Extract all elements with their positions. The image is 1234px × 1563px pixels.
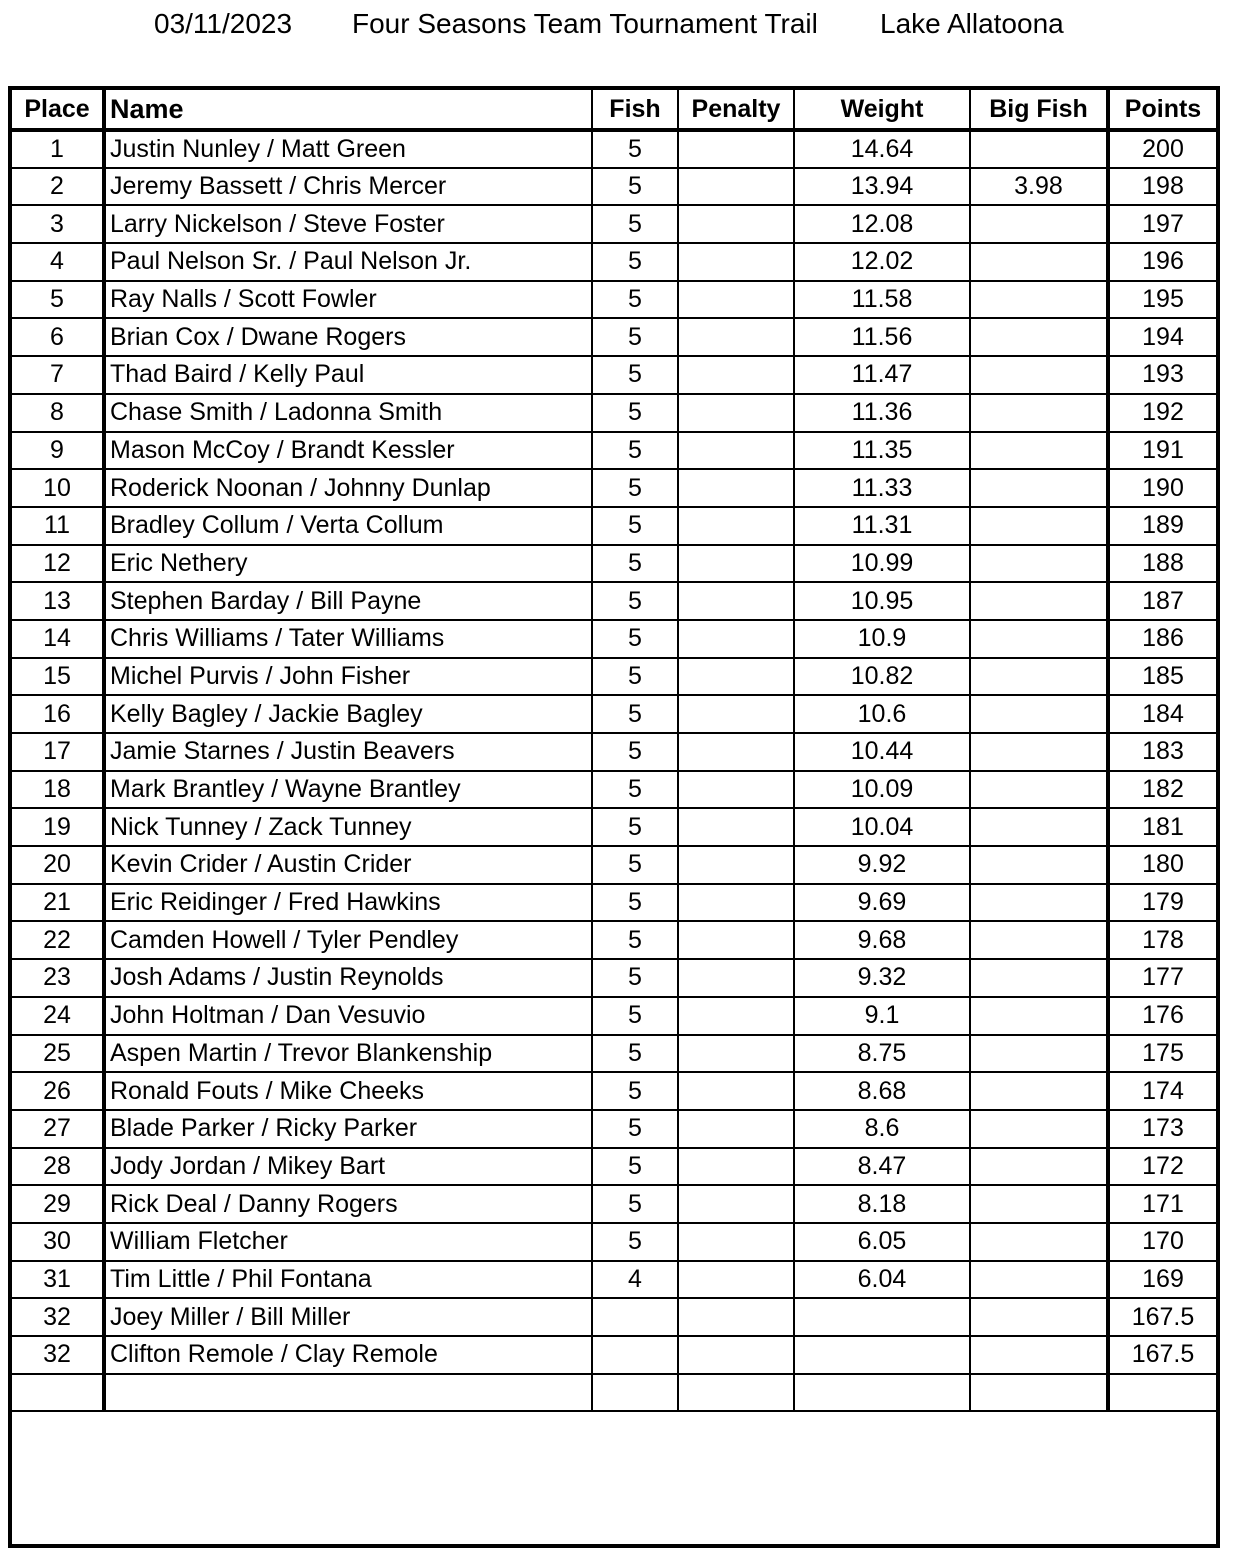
col-header-penalty: Penalty <box>678 90 794 130</box>
cell-big-fish <box>970 545 1108 583</box>
cell-penalty <box>678 469 794 507</box>
cell-place: 27 <box>12 1110 104 1148</box>
tournament-lake: Lake Allatoona <box>880 8 1064 39</box>
cell-penalty <box>678 658 794 696</box>
table-row <box>12 733 1216 771</box>
table-row <box>12 1336 1216 1374</box>
cell-fish <box>592 1336 678 1374</box>
cell-name: Larry Nickelson / Steve Foster <box>104 205 592 243</box>
cell-big-fish <box>970 620 1108 658</box>
cell-fish: 5 <box>592 582 678 620</box>
table-row <box>12 1298 1216 1336</box>
col-header-place: Place <box>12 90 104 130</box>
cell-big-fish <box>970 281 1108 319</box>
cell-big-fish <box>970 1035 1108 1073</box>
cell-place: 4 <box>12 243 104 281</box>
tournament-date: 03/11/2023 <box>154 8 293 39</box>
cell-name: Michel Purvis / John Fisher <box>104 658 592 696</box>
cell-weight: 13.94 <box>794 168 970 206</box>
cell-points: 167.5 <box>1108 1336 1216 1374</box>
cell-points <box>1108 1374 1216 1412</box>
table-row <box>12 432 1216 470</box>
cell-name: Ray Nalls / Scott Fowler <box>104 281 592 319</box>
cell-penalty <box>678 808 794 846</box>
cell-weight: 11.47 <box>794 356 970 394</box>
cell-penalty <box>678 959 794 997</box>
cell-big-fish <box>970 771 1108 809</box>
cell-weight: 6.05 <box>794 1223 970 1261</box>
col-header-fish: Fish <box>592 90 678 130</box>
cell-fish: 5 <box>592 733 678 771</box>
cell-points: 176 <box>1108 997 1216 1035</box>
cell-name: Mark Brantley / Wayne Brantley <box>104 771 592 809</box>
table-row <box>12 281 1216 319</box>
cell-fish: 5 <box>592 1185 678 1223</box>
document-title <box>0 4 1234 44</box>
cell-name: Roderick Noonan / Johnny Dunlap <box>104 469 592 507</box>
cell-name: Rick Deal / Danny Rogers <box>104 1185 592 1223</box>
cell-place: 30 <box>12 1223 104 1261</box>
table-row <box>12 1185 1216 1223</box>
cell-fish: 5 <box>592 846 678 884</box>
cell-penalty <box>678 1072 794 1110</box>
cell-place: 14 <box>12 620 104 658</box>
table-row <box>12 469 1216 507</box>
cell-fish: 5 <box>592 281 678 319</box>
table-row <box>12 620 1216 658</box>
cell-place: 17 <box>12 733 104 771</box>
cell-big-fish <box>970 394 1108 432</box>
cell-weight <box>794 1298 970 1336</box>
cell-penalty <box>678 1223 794 1261</box>
table-row <box>12 318 1216 356</box>
cell-place: 13 <box>12 582 104 620</box>
cell-penalty <box>678 507 794 545</box>
cell-place <box>12 1374 104 1412</box>
table-row <box>12 356 1216 394</box>
cell-big-fish <box>970 846 1108 884</box>
cell-points: 179 <box>1108 884 1216 922</box>
cell-points: 177 <box>1108 959 1216 997</box>
cell-name: Jeremy Bassett / Chris Mercer <box>104 168 592 206</box>
cell-weight: 11.58 <box>794 281 970 319</box>
cell-weight: 8.68 <box>794 1072 970 1110</box>
cell-weight: 11.35 <box>794 432 970 470</box>
cell-fish: 5 <box>592 1223 678 1261</box>
cell-big-fish <box>970 1374 1108 1412</box>
cell-points: 187 <box>1108 582 1216 620</box>
table-row <box>12 545 1216 583</box>
cell-name: Joey Miller / Bill Miller <box>104 1298 592 1336</box>
cell-weight: 9.92 <box>794 846 970 884</box>
cell-weight: 10.99 <box>794 545 970 583</box>
cell-fish: 5 <box>592 469 678 507</box>
cell-weight: 9.68 <box>794 921 970 959</box>
cell-place: 1 <box>12 130 104 168</box>
cell-points: 196 <box>1108 243 1216 281</box>
cell-big-fish <box>970 658 1108 696</box>
cell-big-fish <box>970 733 1108 771</box>
cell-points: 188 <box>1108 545 1216 583</box>
cell-weight: 10.6 <box>794 695 970 733</box>
cell-place: 3 <box>12 205 104 243</box>
cell-points: 190 <box>1108 469 1216 507</box>
cell-fish: 5 <box>592 1072 678 1110</box>
cell-fish: 5 <box>592 318 678 356</box>
cell-name: Chase Smith / Ladonna Smith <box>104 394 592 432</box>
cell-place: 15 <box>12 658 104 696</box>
cell-fish: 5 <box>592 356 678 394</box>
cell-big-fish <box>970 997 1108 1035</box>
cell-fish: 5 <box>592 771 678 809</box>
cell-name: Kevin Crider / Austin Crider <box>104 846 592 884</box>
cell-place: 28 <box>12 1148 104 1186</box>
table-row <box>12 582 1216 620</box>
cell-name: Ronald Fouts / Mike Cheeks <box>104 1072 592 1110</box>
cell-name: Eric Nethery <box>104 545 592 583</box>
cell-big-fish <box>970 1223 1108 1261</box>
table-row <box>12 243 1216 281</box>
tournament-name: Four Seasons Team Tournament Trail <box>352 8 818 39</box>
cell-big-fish <box>970 695 1108 733</box>
cell-place: 26 <box>12 1072 104 1110</box>
cell-place: 32 <box>12 1336 104 1374</box>
cell-fish: 5 <box>592 205 678 243</box>
cell-place: 10 <box>12 469 104 507</box>
cell-weight: 10.9 <box>794 620 970 658</box>
table-row <box>12 921 1216 959</box>
cell-points: 194 <box>1108 318 1216 356</box>
table-row <box>12 1223 1216 1261</box>
cell-fish: 5 <box>592 620 678 658</box>
cell-weight: 10.09 <box>794 771 970 809</box>
cell-place: 12 <box>12 545 104 583</box>
cell-name: Camden Howell / Tyler Pendley <box>104 921 592 959</box>
cell-points: 200 <box>1108 130 1216 168</box>
cell-points: 175 <box>1108 1035 1216 1073</box>
cell-weight: 11.36 <box>794 394 970 432</box>
table-row <box>12 1374 1216 1412</box>
cell-fish: 5 <box>592 545 678 583</box>
cell-penalty <box>678 1298 794 1336</box>
cell-fish: 5 <box>592 432 678 470</box>
cell-big-fish <box>970 808 1108 846</box>
table-row <box>12 1261 1216 1299</box>
cell-penalty <box>678 1185 794 1223</box>
cell-penalty <box>678 281 794 319</box>
cell-big-fish <box>970 130 1108 168</box>
table-row <box>12 658 1216 696</box>
cell-name: Josh Adams / Justin Reynolds <box>104 959 592 997</box>
cell-weight: 10.82 <box>794 658 970 696</box>
cell-points: 192 <box>1108 394 1216 432</box>
cell-fish <box>592 1298 678 1336</box>
table-row <box>12 1110 1216 1148</box>
cell-points: 182 <box>1108 771 1216 809</box>
cell-place: 2 <box>12 168 104 206</box>
cell-points: 197 <box>1108 205 1216 243</box>
cell-penalty <box>678 318 794 356</box>
cell-points: 195 <box>1108 281 1216 319</box>
cell-penalty <box>678 846 794 884</box>
cell-weight: 8.6 <box>794 1110 970 1148</box>
cell-big-fish <box>970 582 1108 620</box>
cell-weight: 11.31 <box>794 507 970 545</box>
cell-points: 171 <box>1108 1185 1216 1223</box>
cell-place: 18 <box>12 771 104 809</box>
cell-weight: 14.64 <box>794 130 970 168</box>
cell-place: 11 <box>12 507 104 545</box>
cell-name: Stephen Barday / Bill Payne <box>104 582 592 620</box>
cell-points: 181 <box>1108 808 1216 846</box>
cell-place: 24 <box>12 997 104 1035</box>
cell-name: Clifton Remole / Clay Remole <box>104 1336 592 1374</box>
cell-big-fish <box>970 1261 1108 1299</box>
cell-weight: 8.18 <box>794 1185 970 1223</box>
cell-points: 184 <box>1108 695 1216 733</box>
cell-penalty <box>678 695 794 733</box>
cell-weight <box>794 1336 970 1374</box>
cell-name: Chris Williams / Tater Williams <box>104 620 592 658</box>
cell-name: William Fletcher <box>104 1223 592 1261</box>
cell-fish: 5 <box>592 507 678 545</box>
cell-points: 173 <box>1108 1110 1216 1148</box>
cell-points: 167.5 <box>1108 1298 1216 1336</box>
table-row <box>12 771 1216 809</box>
table-row <box>12 168 1216 206</box>
cell-big-fish <box>970 1072 1108 1110</box>
cell-name <box>104 1374 592 1412</box>
cell-points: 170 <box>1108 1223 1216 1261</box>
cell-name: Aspen Martin / Trevor Blankenship <box>104 1035 592 1073</box>
cell-fish: 5 <box>592 243 678 281</box>
cell-fish: 5 <box>592 658 678 696</box>
cell-weight: 8.47 <box>794 1148 970 1186</box>
table-row <box>12 808 1216 846</box>
cell-fish: 5 <box>592 808 678 846</box>
cell-big-fish <box>970 1185 1108 1223</box>
cell-weight: 12.08 <box>794 205 970 243</box>
cell-name: Brian Cox / Dwane Rogers <box>104 318 592 356</box>
cell-fish <box>592 1374 678 1412</box>
cell-name: Justin Nunley / Matt Green <box>104 130 592 168</box>
cell-name: Jody Jordan / Mikey Bart <box>104 1148 592 1186</box>
cell-points: 191 <box>1108 432 1216 470</box>
cell-name: John Holtman / Dan Vesuvio <box>104 997 592 1035</box>
table-row <box>12 130 1216 168</box>
col-header-weight: Weight <box>794 90 970 130</box>
cell-name: Paul Nelson Sr. / Paul Nelson Jr. <box>104 243 592 281</box>
cell-penalty <box>678 432 794 470</box>
cell-place: 29 <box>12 1185 104 1223</box>
cell-fish: 5 <box>592 168 678 206</box>
cell-penalty <box>678 356 794 394</box>
cell-penalty <box>678 582 794 620</box>
table-row <box>12 959 1216 997</box>
cell-place: 23 <box>12 959 104 997</box>
cell-penalty <box>678 130 794 168</box>
cell-fish: 5 <box>592 1035 678 1073</box>
cell-weight: 10.04 <box>794 808 970 846</box>
cell-penalty <box>678 1148 794 1186</box>
cell-penalty <box>678 545 794 583</box>
cell-place: 32 <box>12 1298 104 1336</box>
cell-place: 20 <box>12 846 104 884</box>
cell-big-fish <box>970 921 1108 959</box>
table-row <box>12 1072 1216 1110</box>
cell-penalty <box>678 243 794 281</box>
table-row <box>12 394 1216 432</box>
cell-fish: 5 <box>592 997 678 1035</box>
cell-points: 172 <box>1108 1148 1216 1186</box>
cell-big-fish <box>970 1148 1108 1186</box>
cell-big-fish <box>970 1110 1108 1148</box>
cell-big-fish <box>970 884 1108 922</box>
cell-fish: 5 <box>592 921 678 959</box>
table-row <box>12 997 1216 1035</box>
cell-penalty <box>678 1374 794 1412</box>
cell-place: 21 <box>12 884 104 922</box>
cell-weight: 9.1 <box>794 997 970 1035</box>
cell-place: 7 <box>12 356 104 394</box>
cell-weight: 12.02 <box>794 243 970 281</box>
cell-points: 193 <box>1108 356 1216 394</box>
cell-big-fish <box>970 1336 1108 1374</box>
cell-place: 25 <box>12 1035 104 1073</box>
cell-weight: 9.69 <box>794 884 970 922</box>
cell-place: 31 <box>12 1261 104 1299</box>
cell-place: 22 <box>12 921 104 959</box>
cell-points: 198 <box>1108 168 1216 206</box>
table-row <box>12 1035 1216 1073</box>
cell-weight: 11.33 <box>794 469 970 507</box>
cell-penalty <box>678 1035 794 1073</box>
table-row <box>12 846 1216 884</box>
cell-penalty <box>678 168 794 206</box>
cell-fish: 5 <box>592 1110 678 1148</box>
cell-fish: 5 <box>592 959 678 997</box>
cell-big-fish <box>970 243 1108 281</box>
cell-fish: 5 <box>592 394 678 432</box>
cell-name: Jamie Starnes / Justin Beavers <box>104 733 592 771</box>
cell-name: Nick Tunney / Zack Tunney <box>104 808 592 846</box>
cell-name: Tim Little / Phil Fontana <box>104 1261 592 1299</box>
cell-fish: 4 <box>592 1261 678 1299</box>
cell-fish: 5 <box>592 884 678 922</box>
cell-place: 9 <box>12 432 104 470</box>
col-header-big-fish: Big Fish <box>970 90 1108 130</box>
cell-fish: 5 <box>592 1148 678 1186</box>
col-header-points: Points <box>1108 90 1216 130</box>
cell-points: 189 <box>1108 507 1216 545</box>
cell-place: 8 <box>12 394 104 432</box>
cell-big-fish <box>970 959 1108 997</box>
table-row <box>12 507 1216 545</box>
cell-name: Blade Parker / Ricky Parker <box>104 1110 592 1148</box>
cell-name: Thad Baird / Kelly Paul <box>104 356 592 394</box>
cell-name: Kelly Bagley / Jackie Bagley <box>104 695 592 733</box>
cell-big-fish: 3.98 <box>970 168 1108 206</box>
cell-penalty <box>678 394 794 432</box>
table-row <box>12 884 1216 922</box>
cell-points: 180 <box>1108 846 1216 884</box>
cell-name: Mason McCoy / Brandt Kessler <box>104 432 592 470</box>
cell-weight: 6.04 <box>794 1261 970 1299</box>
cell-big-fish <box>970 205 1108 243</box>
cell-weight: 9.32 <box>794 959 970 997</box>
cell-points: 183 <box>1108 733 1216 771</box>
cell-penalty <box>678 1110 794 1148</box>
cell-penalty <box>678 997 794 1035</box>
col-header-name: Name <box>104 90 592 130</box>
cell-place: 5 <box>12 281 104 319</box>
cell-name: Eric Reidinger / Fred Hawkins <box>104 884 592 922</box>
cell-weight: 11.56 <box>794 318 970 356</box>
cell-big-fish <box>970 1298 1108 1336</box>
cell-big-fish <box>970 507 1108 545</box>
cell-place: 6 <box>12 318 104 356</box>
cell-penalty <box>678 205 794 243</box>
cell-big-fish <box>970 432 1108 470</box>
table-row <box>12 1148 1216 1186</box>
table-row <box>12 695 1216 733</box>
cell-big-fish <box>970 469 1108 507</box>
cell-big-fish <box>970 318 1108 356</box>
cell-penalty <box>678 1336 794 1374</box>
cell-points: 174 <box>1108 1072 1216 1110</box>
header-row <box>12 90 1216 130</box>
cell-penalty <box>678 733 794 771</box>
cell-weight: 8.75 <box>794 1035 970 1073</box>
cell-points: 178 <box>1108 921 1216 959</box>
cell-place: 19 <box>12 808 104 846</box>
cell-fish: 5 <box>592 130 678 168</box>
results-body <box>12 130 1216 1411</box>
cell-points: 185 <box>1108 658 1216 696</box>
cell-weight: 10.95 <box>794 582 970 620</box>
cell-place: 16 <box>12 695 104 733</box>
cell-penalty <box>678 921 794 959</box>
cell-penalty <box>678 1261 794 1299</box>
results-table <box>12 90 1216 1412</box>
cell-fish: 5 <box>592 695 678 733</box>
results-sheet <box>8 86 1220 1548</box>
cell-points: 169 <box>1108 1261 1216 1299</box>
cell-penalty <box>678 771 794 809</box>
cell-name: Bradley Collum / Verta Collum <box>104 507 592 545</box>
cell-weight: 10.44 <box>794 733 970 771</box>
cell-weight <box>794 1374 970 1412</box>
cell-penalty <box>678 620 794 658</box>
table-row <box>12 205 1216 243</box>
cell-big-fish <box>970 356 1108 394</box>
cell-points: 186 <box>1108 620 1216 658</box>
cell-penalty <box>678 884 794 922</box>
